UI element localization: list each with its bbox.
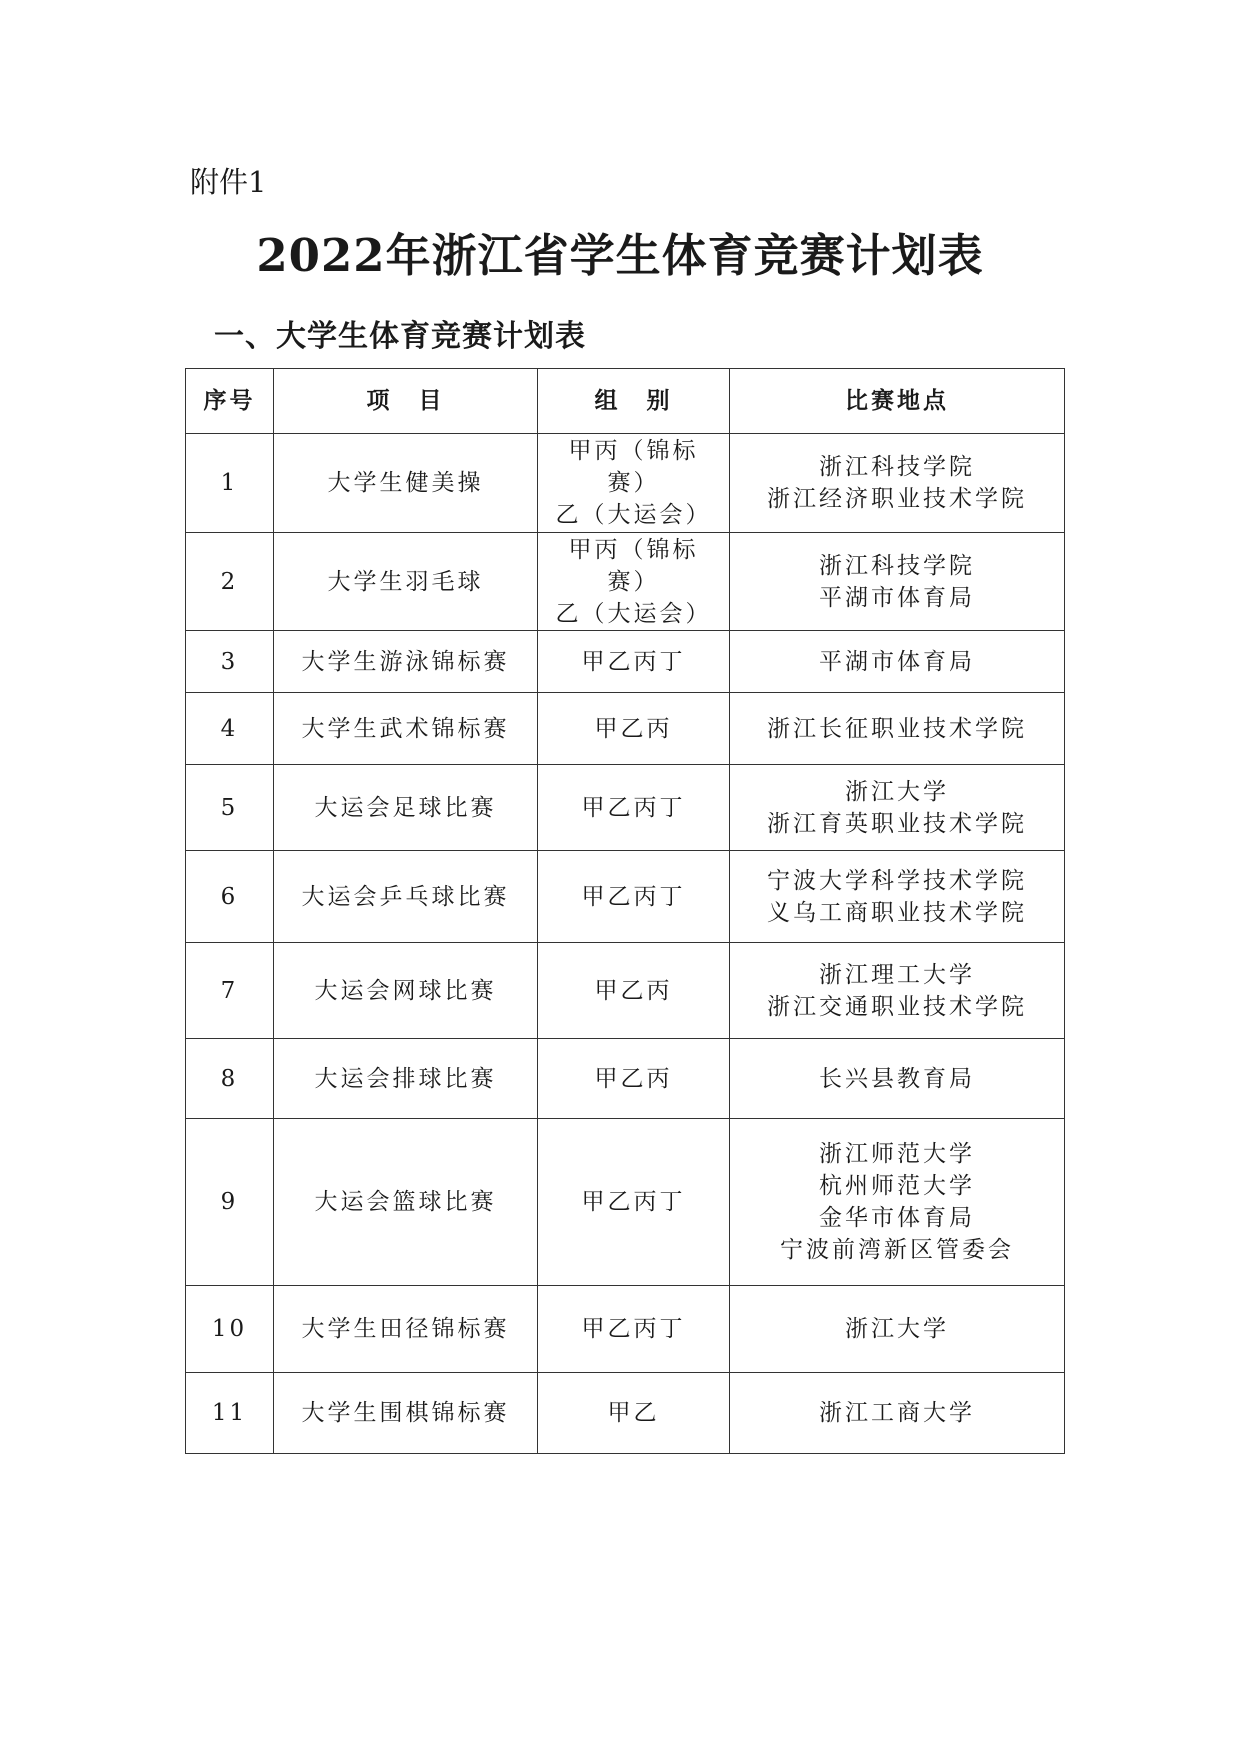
venue-line: 浙江经济职业技术学院 — [767, 486, 1027, 512]
group-cell — [538, 851, 730, 943]
row-number-cell: 6 — [186, 851, 274, 943]
venue-line: 杭州师范大学 — [819, 1173, 975, 1199]
group-line: 甲乙丙丁 — [581, 1316, 686, 1342]
event-cell: 大学生游泳锦标赛 — [274, 631, 538, 693]
group-line: 赛） — [607, 470, 660, 496]
group-line: 甲乙丙 — [594, 715, 673, 742]
table-header-row — [186, 369, 1065, 434]
group-cell — [538, 1286, 730, 1373]
section-title: 一、大学生体育竞赛计划表 — [214, 319, 586, 354]
group-cell — [538, 533, 730, 631]
event-cell: 大运会足球比赛 — [274, 765, 538, 851]
venue-line: 浙江理工大学 — [819, 961, 975, 988]
group-line: 乙（大运会） — [555, 600, 712, 627]
row-number-cell: 9 — [186, 1119, 274, 1286]
venue-cell — [730, 631, 1065, 693]
venue-line: 浙江科技学院 — [819, 454, 975, 480]
table-row — [186, 1286, 1065, 1373]
row-number-cell: 4 — [186, 693, 274, 765]
venue-line: 浙江育英职业技术学院 — [767, 810, 1027, 837]
venue-line: 浙江交通职业技术学院 — [767, 993, 1027, 1020]
venue-line: 长兴县教育局 — [819, 1065, 975, 1092]
row-number-cell: 11 — [186, 1373, 274, 1454]
event-cell: 大学生武术锦标赛 — [274, 693, 538, 765]
attachment-label: 附件1 — [190, 165, 267, 199]
group-cell — [538, 693, 730, 765]
row-number-cell: 10 — [186, 1286, 274, 1373]
venue-cell — [730, 943, 1065, 1039]
venue-line: 平湖市体育局 — [819, 584, 975, 611]
table-row — [186, 631, 1065, 693]
row-number-cell: 3 — [186, 631, 274, 693]
event-cell: 大学生田径锦标赛 — [274, 1286, 538, 1373]
event-cell: 大学生羽毛球 — [274, 533, 538, 631]
group-cell — [538, 1039, 730, 1119]
table-row — [186, 434, 1065, 533]
table-row — [186, 851, 1065, 943]
venue-line: 浙江长征职业技术学院 — [767, 715, 1027, 742]
group-line: 甲乙丙 — [594, 1065, 673, 1092]
event-cell: 大运会篮球比赛 — [274, 1119, 538, 1286]
row-number-cell: 5 — [186, 765, 274, 851]
table-row — [186, 693, 1065, 765]
row-number-cell: 7 — [186, 943, 274, 1039]
venue-line: 浙江师范大学 — [819, 1141, 975, 1167]
table-row — [186, 1373, 1065, 1454]
column-header-venue: 比赛地点 — [730, 369, 1065, 434]
venue-cell — [730, 434, 1065, 533]
venue-cell — [730, 693, 1065, 765]
group-line: 甲乙丙丁 — [581, 648, 686, 675]
venue-line: 宁波大学科学技术学院 — [767, 867, 1027, 894]
group-line: 甲乙丙丁 — [581, 1189, 686, 1215]
venue-line: 金华市体育局 — [819, 1205, 975, 1231]
group-cell — [538, 1119, 730, 1286]
column-header-event: 项 目 — [274, 369, 538, 434]
table-body — [186, 434, 1065, 1454]
group-line: 乙（大运会） — [555, 502, 712, 528]
group-cell — [538, 1373, 730, 1454]
table-row — [186, 1119, 1065, 1286]
group-line: 甲乙丙丁 — [581, 883, 686, 910]
group-cell — [538, 631, 730, 693]
event-cell: 大运会网球比赛 — [274, 943, 538, 1039]
venue-line: 平湖市体育局 — [819, 648, 975, 675]
row-number-cell: 1 — [186, 434, 274, 533]
competition-plan-table — [185, 368, 1065, 1454]
group-line: 甲丙（锦标 — [568, 438, 699, 464]
event-cell: 大运会排球比赛 — [274, 1039, 538, 1119]
table-row — [186, 943, 1065, 1039]
row-number-cell: 2 — [186, 533, 274, 631]
column-header-number: 序号 — [186, 369, 274, 434]
event-cell: 大运会乒乓球比赛 — [274, 851, 538, 943]
venue-line: 浙江工商大学 — [819, 1400, 975, 1426]
group-line: 甲乙 — [607, 1400, 660, 1426]
group-line: 甲丙（锦标 — [568, 536, 699, 563]
event-cell: 大学生健美操 — [274, 434, 538, 533]
group-line: 甲乙丙丁 — [581, 794, 686, 821]
group-line: 甲乙丙 — [594, 977, 673, 1004]
venue-line: 宁波前湾新区管委会 — [780, 1237, 1014, 1263]
venue-line: 浙江大学 — [845, 1316, 949, 1342]
venue-cell — [730, 533, 1065, 631]
venue-cell — [730, 1286, 1065, 1373]
venue-line: 浙江大学 — [845, 778, 949, 805]
group-cell — [538, 943, 730, 1039]
venue-cell — [730, 851, 1065, 943]
row-number-cell: 8 — [186, 1039, 274, 1119]
venue-cell — [730, 1039, 1065, 1119]
venue-cell — [730, 1373, 1065, 1454]
column-header-group: 组 别 — [538, 369, 730, 434]
venue-cell — [730, 1119, 1065, 1286]
table-row — [186, 765, 1065, 851]
venue-cell — [730, 765, 1065, 851]
group-cell — [538, 434, 730, 533]
table-row — [186, 1039, 1065, 1119]
table-row — [186, 533, 1065, 631]
page-title: 2022年浙江省学生体育竞赛计划表 — [256, 229, 984, 282]
group-cell — [538, 765, 730, 851]
group-line: 赛） — [607, 568, 660, 595]
venue-line: 浙江科技学院 — [819, 552, 975, 579]
venue-line: 义乌工商职业技术学院 — [767, 899, 1027, 926]
event-cell: 大学生围棋锦标赛 — [274, 1373, 538, 1454]
